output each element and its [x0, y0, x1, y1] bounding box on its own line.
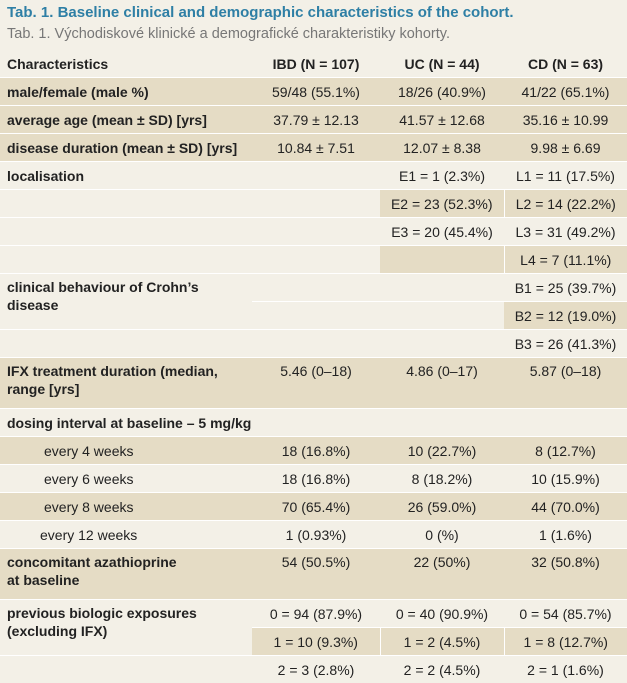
cell-cd: 41/22 (65.1%)	[504, 78, 627, 106]
row-label-line2: (excluding IFX)	[7, 622, 252, 640]
table-row-localisation-4	[0, 246, 627, 274]
table-row-localisation-3	[0, 218, 627, 246]
cell-uc: 26 (59.0%)	[380, 493, 504, 521]
cell-uc: E1 = 1 (2.3%)	[380, 162, 504, 190]
table-title: Tab. 1. Baseline clinical and demographic characteristics of the cohort.	[7, 4, 514, 21]
cell-ibd: 2 = 3 (2.8%)	[252, 656, 380, 683]
row-label: localisation	[0, 162, 252, 190]
row-label-line1: clinical behaviour of Crohn’s	[7, 278, 252, 296]
cell-ibd: 10.84 ± 7.51	[252, 134, 380, 162]
cell-cd: L2 = 14 (22.2%)	[504, 190, 627, 218]
table-row-dosing-6w	[0, 465, 627, 493]
cell-cd: 8 (12.7%)	[504, 437, 627, 465]
cell-ibd: 70 (65.4%)	[252, 493, 380, 521]
cell-uc: 22 (50%)	[380, 549, 504, 600]
cell-uc: 10 (22.7%)	[380, 437, 504, 465]
cell-uc: 12.07 ± 8.38	[380, 134, 504, 162]
cell-ibd: 1 (0.93%)	[252, 521, 380, 549]
cell-cd: L1 = 11 (17.5%)	[504, 162, 627, 190]
cell-ibd: 18 (16.8%)	[252, 465, 380, 493]
row-label	[0, 358, 252, 409]
table-row-biologic-3	[0, 656, 627, 683]
cell-ibd: 18 (16.8%)	[252, 437, 380, 465]
table-row-dosing-12w	[0, 521, 627, 549]
table-row-aza	[0, 549, 627, 600]
cell-cd: 32 (50.8%)	[504, 549, 627, 600]
cell-ibd: 1 = 10 (9.3%)	[252, 628, 380, 656]
row-label	[0, 274, 252, 330]
row-label: male/female (male %)	[0, 78, 252, 106]
cell-ibd: 59/48 (55.1%)	[252, 78, 380, 106]
cell-cd: 1 = 8 (12.7%)	[504, 628, 627, 656]
cell-cd: L4 = 7 (11.1%)	[504, 246, 627, 274]
row-label	[0, 600, 252, 656]
cell-uc: 4.86 (0–17)	[380, 358, 504, 409]
table-row-behaviour-3	[0, 330, 627, 358]
table-row-age	[0, 106, 627, 134]
table-subtitle: Tab. 1. Východiskové klinické a demografické charakteristiky kohorty.	[7, 26, 450, 42]
row-label: disease duration (mean ± SD) [yrs]	[0, 134, 252, 162]
cell-cd: 35.16 ± 10.99	[504, 106, 627, 134]
cell-uc: E3 = 20 (45.4%)	[380, 218, 504, 246]
table-row-dosing-8w	[0, 493, 627, 521]
table-row-duration	[0, 134, 627, 162]
header-characteristics: Characteristics	[0, 50, 252, 78]
row-label-line1: concomitant azathioprine	[7, 553, 252, 571]
table-row-biologic-1	[0, 600, 627, 628]
row-label	[0, 549, 252, 600]
row-label: every 6 weeks	[0, 465, 252, 493]
cell-ibd: 5.46 (0–18)	[252, 358, 380, 409]
table-row-localisation-1	[0, 162, 627, 190]
cell-cd: L3 = 31 (49.2%)	[504, 218, 627, 246]
table-row-dosing	[0, 409, 627, 437]
cell-uc: 1 = 2 (4.5%)	[380, 628, 504, 656]
table-row-sex	[0, 78, 627, 106]
characteristics-table	[0, 50, 627, 683]
cell-uc: 2 = 2 (4.5%)	[380, 656, 504, 683]
cell-cd: 5.87 (0–18)	[504, 358, 627, 409]
cell-uc: 8 (18.2%)	[380, 465, 504, 493]
cell-cd: B1 = 25 (39.7%)	[504, 274, 627, 302]
header-uc: UC (N = 44)	[380, 50, 504, 78]
header-row	[0, 50, 627, 78]
cell-cd: 9.98 ± 6.69	[504, 134, 627, 162]
row-label: dosing interval at baseline – 5 mg/kg	[0, 409, 627, 437]
table-row-localisation-2	[0, 190, 627, 218]
row-label: every 12 weeks	[0, 521, 252, 549]
cell-uc: 41.57 ± 12.68	[380, 106, 504, 134]
cell-cd: 1 (1.6%)	[504, 521, 627, 549]
cell-cd: 10 (15.9%)	[504, 465, 627, 493]
header-cd: CD (N = 63)	[504, 50, 627, 78]
cell-uc: 0 (%)	[380, 521, 504, 549]
row-label: every 4 weeks	[0, 437, 252, 465]
table-row-behaviour-1	[0, 274, 627, 302]
cell-ibd: 0 = 94 (87.9%)	[252, 600, 380, 628]
row-label-line2: at baseline	[7, 571, 252, 589]
row-label: every 8 weeks	[0, 493, 252, 521]
row-label-line2: disease	[7, 296, 252, 314]
header-ibd: IBD (N = 107)	[252, 50, 380, 78]
row-label: average age (mean ± SD) [yrs]	[0, 106, 252, 134]
cell-uc: E2 = 23 (52.3%)	[380, 190, 504, 218]
cell-cd: 44 (70.0%)	[504, 493, 627, 521]
cell-cd: B3 = 26 (41.3%)	[504, 330, 627, 358]
cell-uc: 18/26 (40.9%)	[380, 78, 504, 106]
table-row-ifx	[0, 358, 627, 409]
row-label-line1: previous biologic exposures	[7, 604, 252, 622]
row-label-line2: range [yrs]	[7, 380, 252, 398]
cell-cd: 0 = 54 (85.7%)	[504, 600, 627, 628]
cell-cd: B2 = 12 (19.0%)	[504, 302, 627, 330]
cell-ibd: 37.79 ± 12.13	[252, 106, 380, 134]
cell-cd: 2 = 1 (1.6%)	[504, 656, 627, 683]
cell-uc: 0 = 40 (90.9%)	[380, 600, 504, 628]
table-row-dosing-4w	[0, 437, 627, 465]
row-label-line1: IFX treatment duration (median,	[7, 362, 252, 380]
cell-ibd: 54 (50.5%)	[252, 549, 380, 600]
